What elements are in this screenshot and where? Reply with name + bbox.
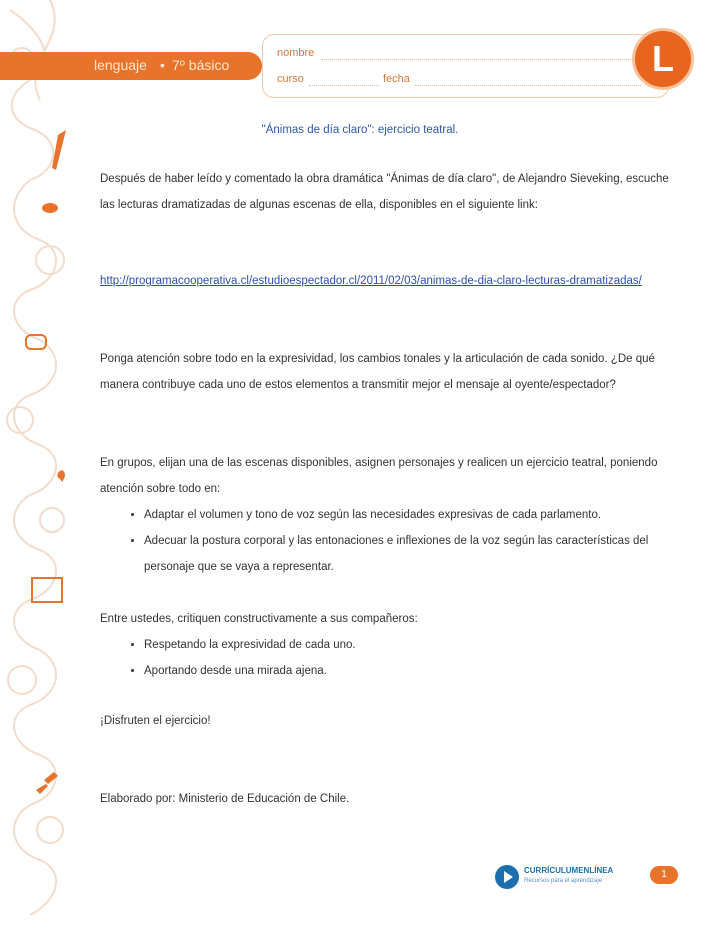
student-info-form xyxy=(262,34,669,98)
closing-line: ¡Disfruten el ejercicio! xyxy=(100,715,211,727)
course-field[interactable] xyxy=(309,85,379,86)
groups-intro: En grupos, elijan una de las escenas disponibles, asignen personajes y realicen un ejercicio teatral, poniendo atención sobre todo en: xyxy=(100,457,658,495)
document-title: "Ánimas de día claro": ejercicio teatral. xyxy=(261,124,459,136)
subject-bullet: • xyxy=(160,57,165,73)
list-item: • Adecuar la postura corporal y las entonaciones e inflexiones de la voz según las características del personaje que se vaya a representar. xyxy=(144,528,670,580)
intro-paragraph: Después de haber leído y comentado la obra dramática "Ánimas de día claro", de Alejandro Sieveking, escuche las lecturas dramatizadas de algunas escenas de ella, disponibles en el siguiente link: xyxy=(100,173,669,211)
list-item: • Adaptar el volumen y tono de voz según las necesidades expresivas de cada parlamento. xyxy=(144,502,670,528)
author-line: Elaborado por: Ministerio de Educación de Chile. xyxy=(100,793,350,805)
curriculum-logo xyxy=(494,863,634,891)
play-logo-icon xyxy=(494,864,520,890)
date-field[interactable] xyxy=(415,85,641,86)
comma-icon xyxy=(58,470,66,482)
logo-subtext: Recursos para el aprendizaje xyxy=(524,878,603,884)
quill-icon xyxy=(52,130,66,170)
critique-intro: Entre ustedes, critiquen constructivamente a sus compañeros: xyxy=(100,613,418,625)
page-number: 1 xyxy=(650,866,678,884)
course-label: curso xyxy=(277,73,304,85)
subject-letter-badge: L xyxy=(632,28,694,90)
subject-band xyxy=(0,52,262,80)
grade-label: 7º básico xyxy=(172,57,230,73)
critique-list xyxy=(100,632,670,684)
date-label: fecha xyxy=(383,73,410,85)
name-label: nombre xyxy=(277,47,315,59)
ink-blot-icon xyxy=(42,203,58,213)
list-item: • Aportando desde una mirada ajena. xyxy=(144,658,670,684)
name-field[interactable] xyxy=(321,59,641,60)
resource-link-block xyxy=(100,268,670,294)
attention-paragraph: Ponga atención sobre todo en la expresividad, los cambios tonales y la articulación de cada sonido. ¿De qué manera contribuye cada uno de estos elementos a transmitir mejor el mensaje al oyente/espectador? xyxy=(100,353,655,391)
decorative-margin-swirls xyxy=(0,0,78,933)
groups-list xyxy=(100,502,670,580)
list-item: • Respetando la expresividad de cada uno. xyxy=(144,632,670,658)
resource-link[interactable]: http://programacooperativa.cl/estudioespectador.cl/2011/02/03/animas-de-dia-claro-lecturas-dramatizadas/ xyxy=(100,275,642,287)
subject-label: lenguaje xyxy=(94,57,147,73)
logo-text: CURRÍCULUMENLÍNEA xyxy=(524,866,614,875)
